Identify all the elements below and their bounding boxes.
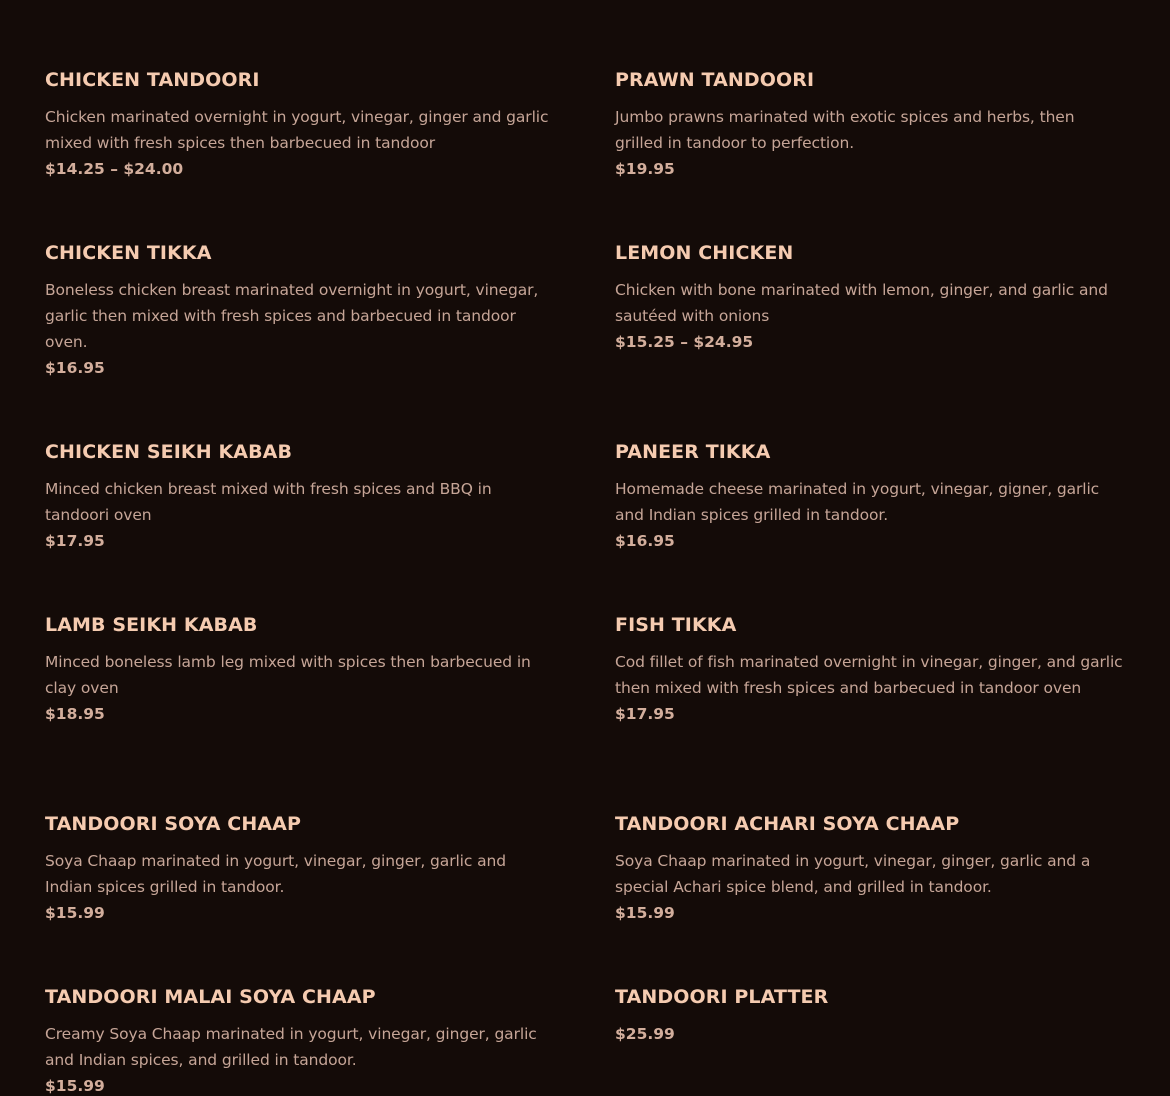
item-price: $25.99 bbox=[615, 1025, 675, 1043]
menu-item-tandoori-achari-soya-chaap bbox=[615, 813, 1127, 926]
item-title: LEMON CHICKEN bbox=[615, 242, 794, 264]
menu-item-tandoori-platter bbox=[615, 986, 1127, 1047]
item-description: Cod fillet of fish marinated overnight in vinegar, ginger, and garlic then mixed with fresh spices and barbecued in tandoor oven bbox=[615, 653, 1123, 697]
menu-item-prawn-tandoori bbox=[615, 69, 1127, 182]
menu-item-lamb-seikh-kabab bbox=[45, 614, 557, 727]
item-description: Soya Chaap marinated in yogurt, vinegar, ginger, garlic and a special Achari spice blend, and grilled in tandoor. bbox=[615, 852, 1091, 896]
item-title: CHICKEN SEIKH KABAB bbox=[45, 441, 293, 463]
item-price: $18.95 bbox=[45, 705, 105, 723]
item-description: Boneless chicken breast marinated overnight in yogurt, vinegar, garlic then mixed with fresh spices and barbecued in tandoor oven. bbox=[45, 281, 539, 351]
menu-item-tandoori-malai-soya-chaap bbox=[45, 986, 557, 1096]
item-title: TANDOORI MALAI SOYA CHAAP bbox=[45, 986, 376, 1008]
item-price: $17.95 bbox=[615, 705, 675, 723]
menu-item-paneer-tikka bbox=[615, 441, 1127, 554]
item-title: TANDOORI SOYA CHAAP bbox=[45, 813, 301, 835]
item-description: Minced chicken breast mixed with fresh spices and BBQ in tandoori oven bbox=[45, 480, 492, 524]
item-description: Soya Chaap marinated in yogurt, vinegar, ginger, garlic and Indian spices grilled in tandoor. bbox=[45, 852, 506, 896]
item-price: $15.99 bbox=[615, 904, 675, 922]
item-title: TANDOORI PLATTER bbox=[615, 986, 829, 1008]
item-description: Jumbo prawns marinated with exotic spices and herbs, then grilled in tandoor to perfection. bbox=[615, 108, 1075, 152]
item-title: FISH TIKKA bbox=[615, 614, 737, 636]
item-description: Minced boneless lamb leg mixed with spices then barbecued in clay oven bbox=[45, 653, 531, 697]
item-price: $15.25 – $24.95 bbox=[615, 333, 754, 351]
item-title: LAMB SEIKH KABAB bbox=[45, 614, 258, 636]
item-title: TANDOORI ACHARI SOYA CHAAP bbox=[615, 813, 960, 835]
item-price: $16.95 bbox=[45, 359, 105, 377]
item-price: $16.95 bbox=[615, 532, 675, 550]
menu-item-fish-tikka bbox=[615, 614, 1127, 727]
item-price: $17.95 bbox=[45, 532, 105, 550]
item-description: Chicken with bone marinated with lemon, ginger, and garlic and sautéed with onions bbox=[615, 281, 1108, 325]
menu-item-tandoori-soya-chaap bbox=[45, 813, 557, 926]
item-price: $15.99 bbox=[45, 904, 105, 922]
menu-item-chicken-tikka bbox=[45, 242, 557, 381]
menu-item-chicken-seikh-kabab bbox=[45, 441, 557, 554]
item-title: CHICKEN TANDOORI bbox=[45, 69, 260, 91]
item-description: Homemade cheese marinated in yogurt, vinegar, gigner, garlic and Indian spices grilled in tandoor. bbox=[615, 480, 1100, 524]
menu-item-lemon-chicken bbox=[615, 242, 1127, 355]
item-title: CHICKEN TIKKA bbox=[45, 242, 212, 264]
item-title: PRAWN TANDOORI bbox=[615, 69, 815, 91]
menu-item-chicken-tandoori bbox=[45, 69, 557, 182]
item-description: Chicken marinated overnight in yogurt, vinegar, ginger and garlic mixed with fresh spices then barbecued in tandoor bbox=[45, 108, 549, 152]
item-title: PANEER TIKKA bbox=[615, 441, 771, 463]
item-description: Creamy Soya Chaap marinated in yogurt, vinegar, ginger, garlic and Indian spices, and grilled in tandoor. bbox=[45, 1025, 537, 1069]
item-price: $14.25 – $24.00 bbox=[45, 160, 184, 178]
item-price: $19.95 bbox=[615, 160, 675, 178]
item-price: $15.99 bbox=[45, 1077, 105, 1095]
